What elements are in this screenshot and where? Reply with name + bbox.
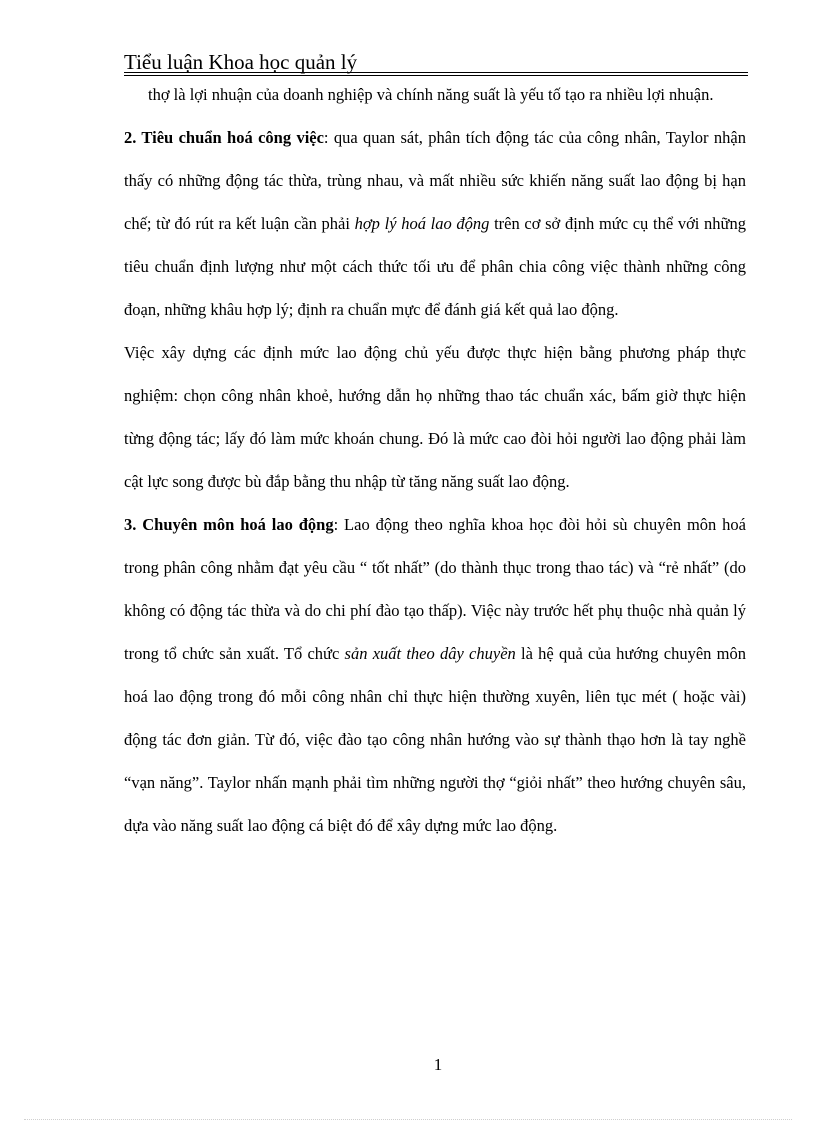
- paragraph-continued: thợ là lợi nhuận của doanh nghiệp và chính năng suất là yếu tố tạo ra nhiều lợi nhuận.: [148, 85, 714, 104]
- emphasis-text: hợp lý hoá lao động: [354, 214, 490, 233]
- page-number: 1: [433, 1055, 443, 1074]
- running-header: Tiểu luận Khoa học quản lý: [124, 50, 358, 74]
- paragraph-labor-norms: Việc xây dựng các định mức lao động chủ yếu được thực hiện bằng phương pháp thực nghiệm: chọn công nhân khoẻ, hướng dẫn họ những thao tác chuẩn xác, bấm giờ thực hiện từng động tác; lấy đó làm mức khoán chung. Đó là mức cao đòi hỏi người lao động phải làm cật lực song được bù đắp bằng thu nhập từ tăng năng suất lao động.: [124, 343, 746, 491]
- emphasis-text: sản xuất theo dây chuyền: [344, 644, 516, 663]
- paragraph-text: : qua quan sát, phân tích động tác của công nhân, Taylor nhận thấy có những động tác thừa, trùng nhau, và mất nhiều sức khiến năng suất lao động bị hạn chế; từ đó rút ra kết luận cần phải: [124, 128, 746, 233]
- section-heading-3: 3. Chuyên môn hoá lao động: [124, 515, 334, 534]
- paragraph-text: trên cơ sở định mức cụ thể với những tiêu chuẩn định lượng như một cách thức tối ưu để phân chia công việc thành những công đoạn, những khâu hợp lý; định ra chuẩn mực để đánh giá kết quả lao động.: [124, 214, 746, 319]
- section-heading-2: 2. Tiêu chuẩn hoá công việc: [124, 128, 324, 147]
- paragraph-text: : Lao động theo nghĩa khoa học đòi hỏi sù chuyên môn hoá trong phân công nhằm đạt yêu cầu “ tốt nhất” (do thành thục trong thao tác) và “rẻ nhất” (do không có động tác thừa và do chi phí đào tạo thấp). Việc này trước hết phụ thuộc nhà quản lý trong tổ chức sản xuất. Tổ chức: [124, 515, 747, 663]
- page-body: [124, 73, 746, 847]
- paragraph-labor-specialization: [124, 503, 746, 847]
- paragraph-task-standardization: [124, 116, 746, 331]
- page-bottom-dotted-line: [24, 1119, 792, 1120]
- paragraph-text: là hệ quả của hướng chuyên môn hoá lao động trong đó mỗi công nhân chỉ thực hiện thường xuyên, liên tục mét ( hoặc vài) động tác đơn giản. Từ đó, việc đào tạo công nhân hướng vào sự thành thạo hơn là tay nghề “vạn năng”. Taylor nhấn mạnh phải tìm những người thợ “giỏi nhất” theo hướng chuyên sâu, dựa vào năng suất lao động cá biệt đó để xây dựng mức lao động.: [124, 644, 747, 835]
